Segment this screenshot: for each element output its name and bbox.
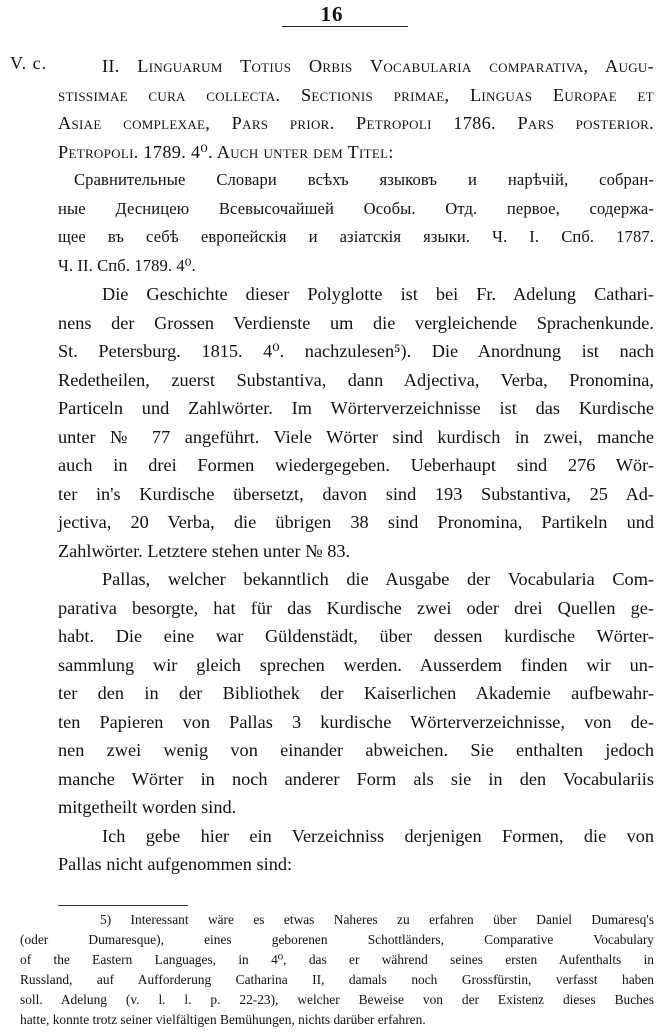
text-line: jectiva, 20 Verba, die übrigen 38 sind Pronomina, Partikeln und (58, 512, 654, 532)
footnote-line: soll. Adelung (v. l. l. p. 22-23), welcher Beweise von der Existenz dieses Buches (20, 991, 654, 1007)
text-line: Zahlwörter. Letztere stehen unter № 83. (58, 540, 351, 561)
text-line: sammlung wir gleich sprechen werden. Ausserdem finden wir un- (58, 654, 654, 675)
footnote-line: 5) Interessant wäre es etwas Naheres zu erfahren über Daniel Dumaresq's (100, 912, 654, 927)
text-line: ter in's Kurdische übersetzt, davon sind 193 Substantiva, 25 Ad- (58, 483, 654, 504)
paragraph (58, 822, 654, 879)
text-line: nen zwei wenig von einander abweichen. Sie enthalten jedoch (58, 740, 654, 760)
text-line: Redetheilen, zuerst Substantiva, dann Adjectiva, Verba, Pronomina, (58, 369, 654, 390)
page-number: 16 (320, 2, 344, 26)
entry-title (58, 52, 654, 166)
text-line: Particeln und Zahlwörter. Im Wörterverzeichnisse ist das Kurdische (58, 398, 654, 418)
header-rule (282, 26, 408, 27)
paragraph (58, 565, 654, 822)
text-line: unter № 77 angeführt. Viele Wörter sind kurdisch in zwei, manche (58, 426, 654, 447)
text-line: ter den in der Bibliothek der Kaiserlichen Akademie aufbewahr- (58, 683, 654, 703)
footnote-line: of the Eastern Languages, in 4⁰, das er während seines ersten Aufenthalts in (20, 951, 654, 967)
text-line: Asiae complexae, Pars prior. Petropoli 1786. Pars posterior. (58, 113, 654, 133)
text-line: Pallas, welcher bekanntlich die Ausgabe der Vocabularia Com- (102, 569, 654, 589)
text-line: Die Geschichte dieser Polyglotte ist bei Fr. Adelung Cathari- (102, 284, 654, 304)
footnote-line: hatte, konnte trotz seiner vielfältigen Bemühungen, nichts darüber erfahren. (20, 1011, 426, 1027)
russian-title (58, 166, 654, 280)
text-line: nens der Grossen Verdienste um die vergleichende Sprachenkunde. (58, 312, 654, 333)
footnote (20, 910, 654, 1029)
paragraph (58, 280, 654, 565)
text-line: Petropoli. 1789. 4⁰. Auch unter dem Titel: (58, 141, 394, 162)
main-text (58, 52, 654, 879)
footnote-line: Russland, auf Aufforderung Catharina II, damals noch Grossfürstin, verfasst haben (20, 971, 654, 987)
text-line: ten Papieren von Pallas 3 kurdische Wörterverzeichnisse, von de- (58, 711, 654, 732)
text-line: II. Linguarum Totius Orbis Vocabularia comparativa, Augu- (102, 56, 654, 76)
text-line: habt. Die eine war Güldenstädt, über dessen kurdische Wörter- (58, 626, 654, 646)
text-line: stissimae cura collecta. Sectionis primae, Linguas Europae et (58, 84, 654, 105)
footnote-line: (oder Dumaresque), eines geborenen Schottländers, Comparative Vocabulary (20, 931, 654, 947)
text-line: Ich gebe hier ein Verzeichniss derjenigen Formen, die von (102, 825, 654, 846)
text-line: mitgetheilt worden sind. (58, 797, 237, 817)
text-line: parativa besorgte, hat für das Kurdische zwei oder drei Quellen ge- (58, 597, 654, 618)
text-line: auch in drei Formen wiedergegeben. Ueberhaupt sind 276 Wör- (58, 455, 654, 475)
text-line: Сравнительные Словари всѣхъ языковъ и нарѣчій, собран- (74, 170, 654, 189)
footnote-rule (58, 905, 188, 906)
text-line: ные Десницею Всевысочайшей Особы. Отд. первое, содержа- (58, 198, 654, 218)
text-line: St. Petersburg. 1815. 4⁰. nachzulesen⁵). Die Anordnung ist nach (58, 341, 654, 361)
text-line: Ч. II. Спб. 1789. 4⁰. (58, 255, 196, 275)
margin-label: V. c. (10, 53, 48, 73)
text-line: Pallas nicht aufgenommen sind: (58, 854, 293, 874)
text-line: manche Wörter in noch anderer Form als sie in den Vocabulariis (58, 768, 654, 789)
text-line: щее въ себѣ европейскія и азіатскія языки. Ч. I. Спб. 1787. (58, 227, 654, 246)
